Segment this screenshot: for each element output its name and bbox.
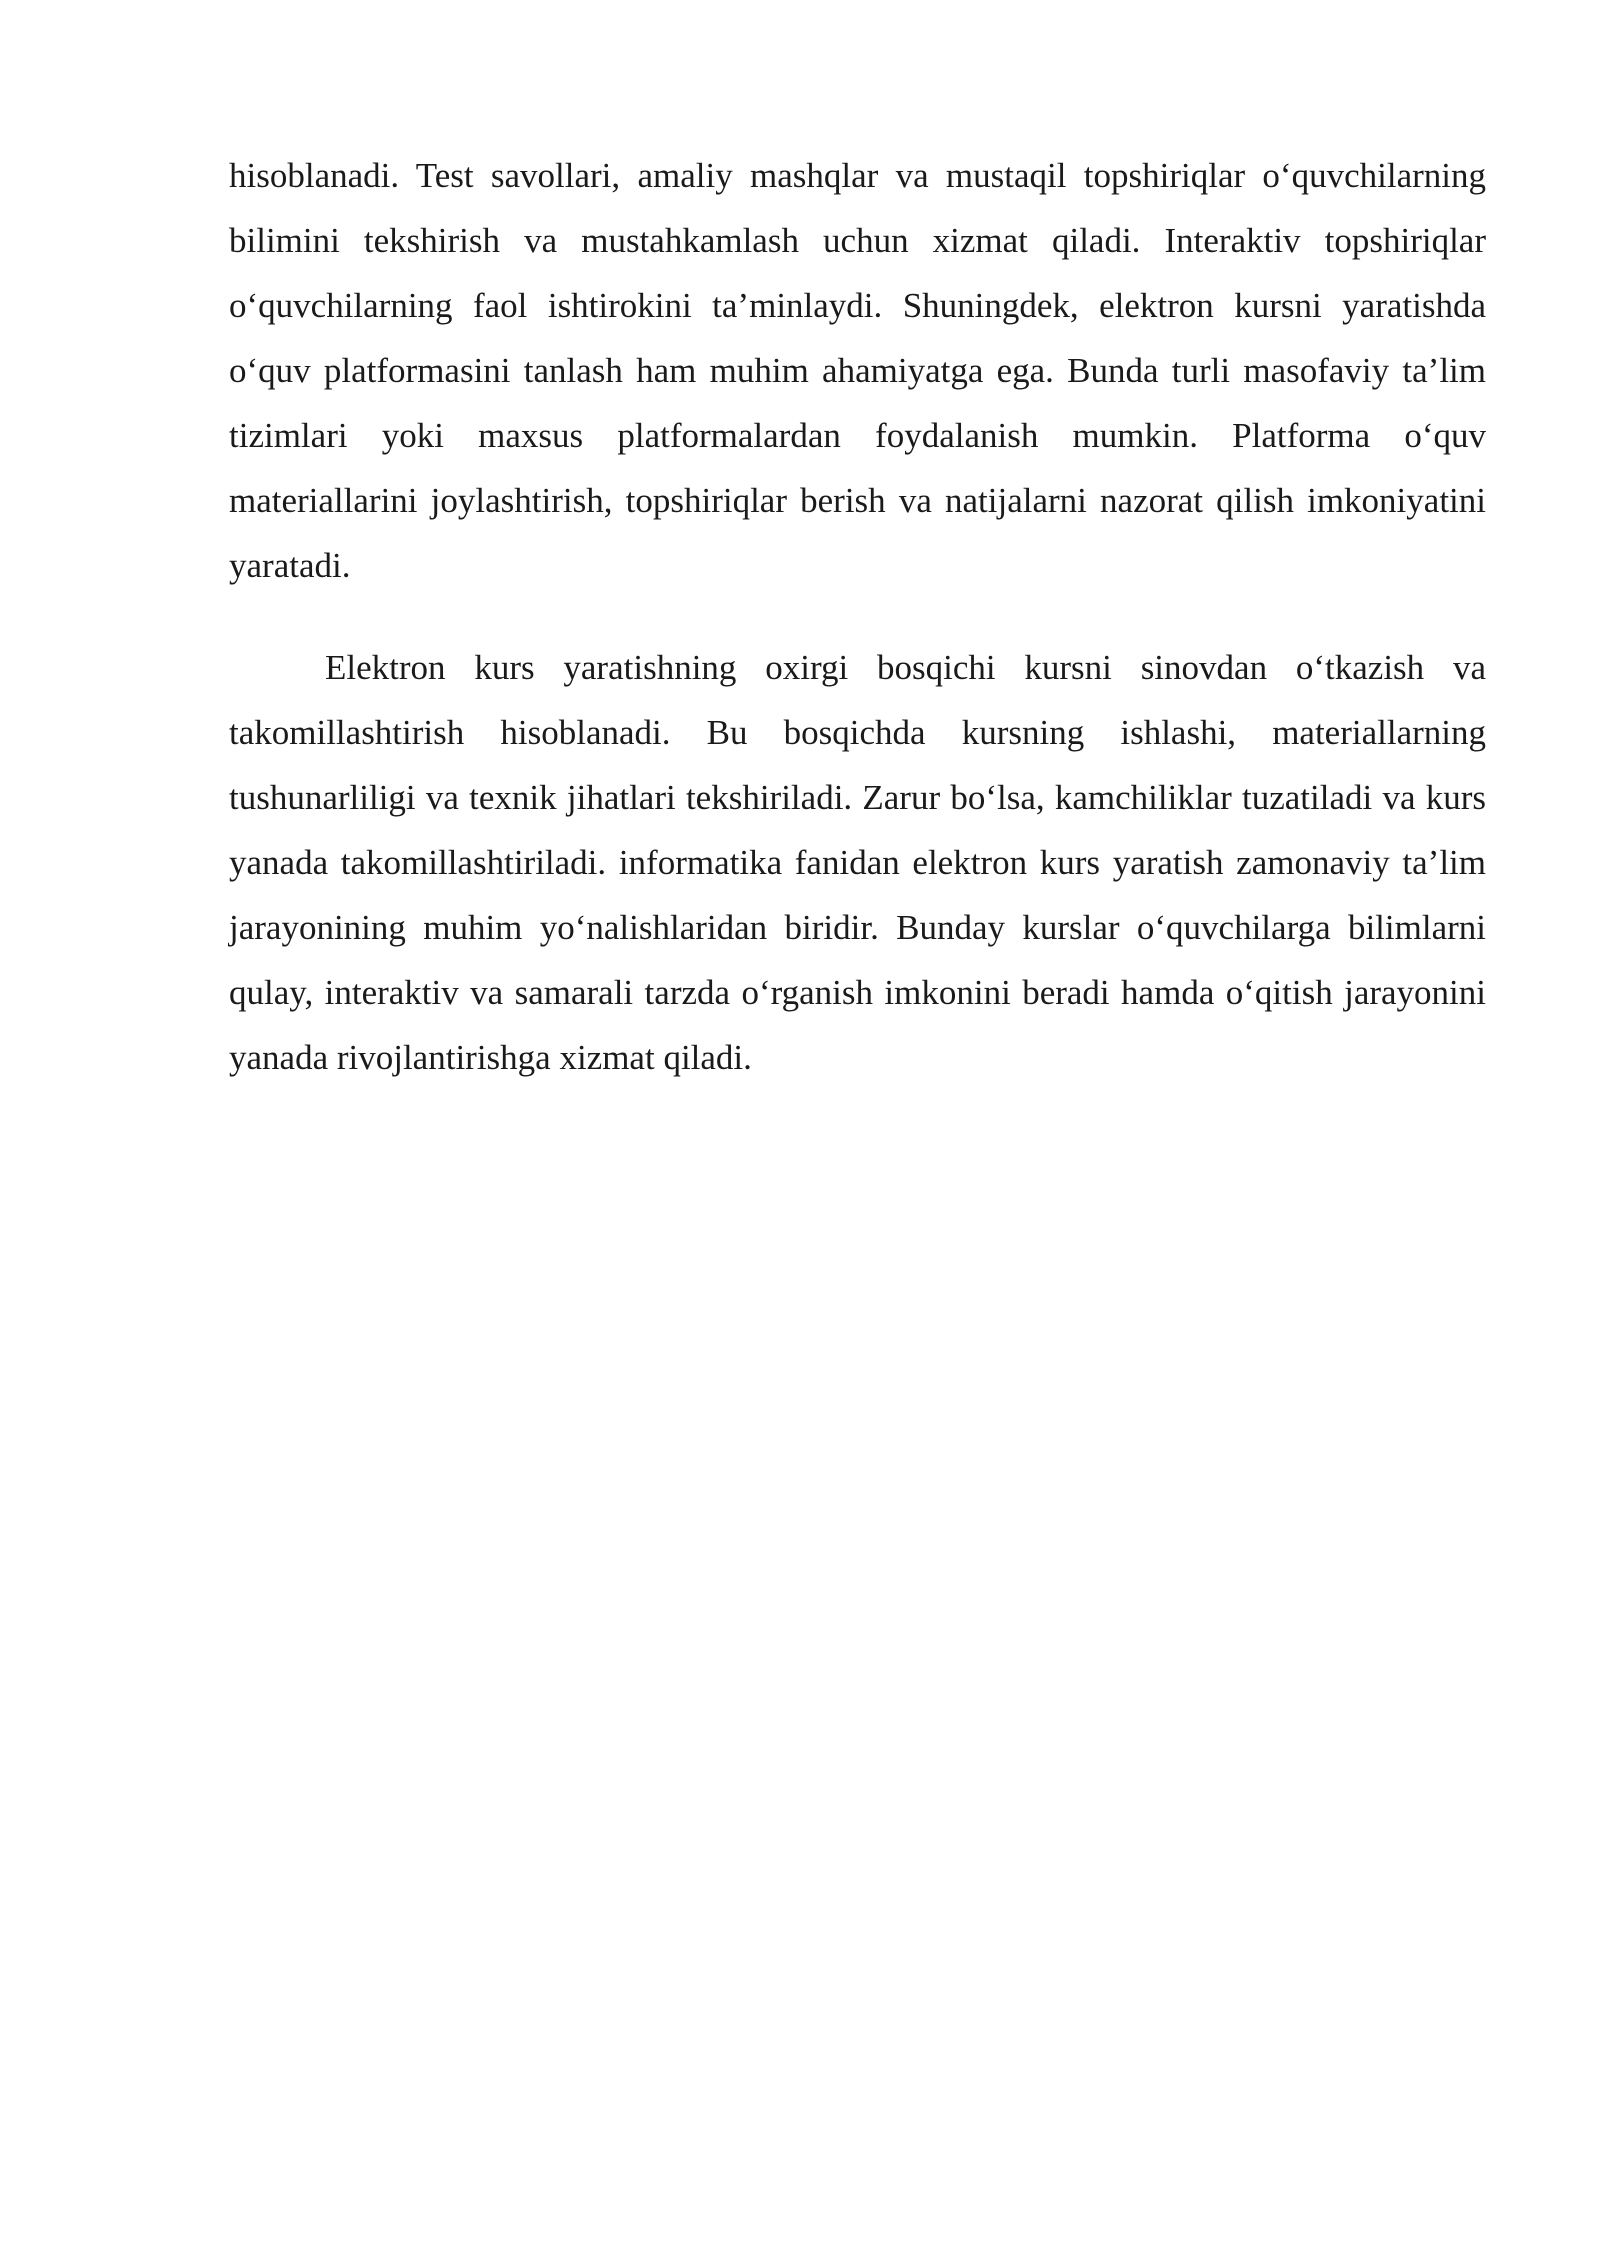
paragraph-continuation: hisoblanadi. Test savollari, amaliy mashqlar va mustaqil topshiriqlar o‘quvchilarning bilimini tekshirish va mustahkamlash uchun xizmat qiladi. Interaktiv topshiriqlar o‘quvchilarning faol ishtirokini ta’minlaydi. Shuningdek, elektron kursni yaratishda o‘quv platformasini tanlash ham muhim ahamiyatga ega. Bunda turli masofaviy ta’lim tizimlari yoki maxsus platformalardan foydalanish mumkin. Platforma o‘quv materiallarini joylashtirish, topshiriqlar berish va natijalarni nazorat qilish imkoniyatini yaratadi. (229, 156, 1486, 585)
document-body (229, 143, 1486, 1090)
paragraph-final-stage: Elektron kurs yaratishning oxirgi bosqichi kursni sinovdan o‘tkazish va takomillashtirish hisoblanadi. Bu bosqichda kursning ishlashi, materiallarning tushunarliligi va texnik jihatlari tekshiriladi. Zarur bo‘lsa, kamchiliklar tuzatiladi va kurs yanada takomillashtiriladi. informatika fanidan elektron kurs yaratish zamonaviy ta’lim jarayonining muhim yo‘nalishlaridan biridir. Bunday kurslar o‘quvchilarga bilimlarni qulay, interaktiv va samarali tarzda o‘rganish imkonini beradi hamda o‘qitish jarayonini yanada rivojlantirishga xizmat qiladi. (229, 648, 1486, 1077)
